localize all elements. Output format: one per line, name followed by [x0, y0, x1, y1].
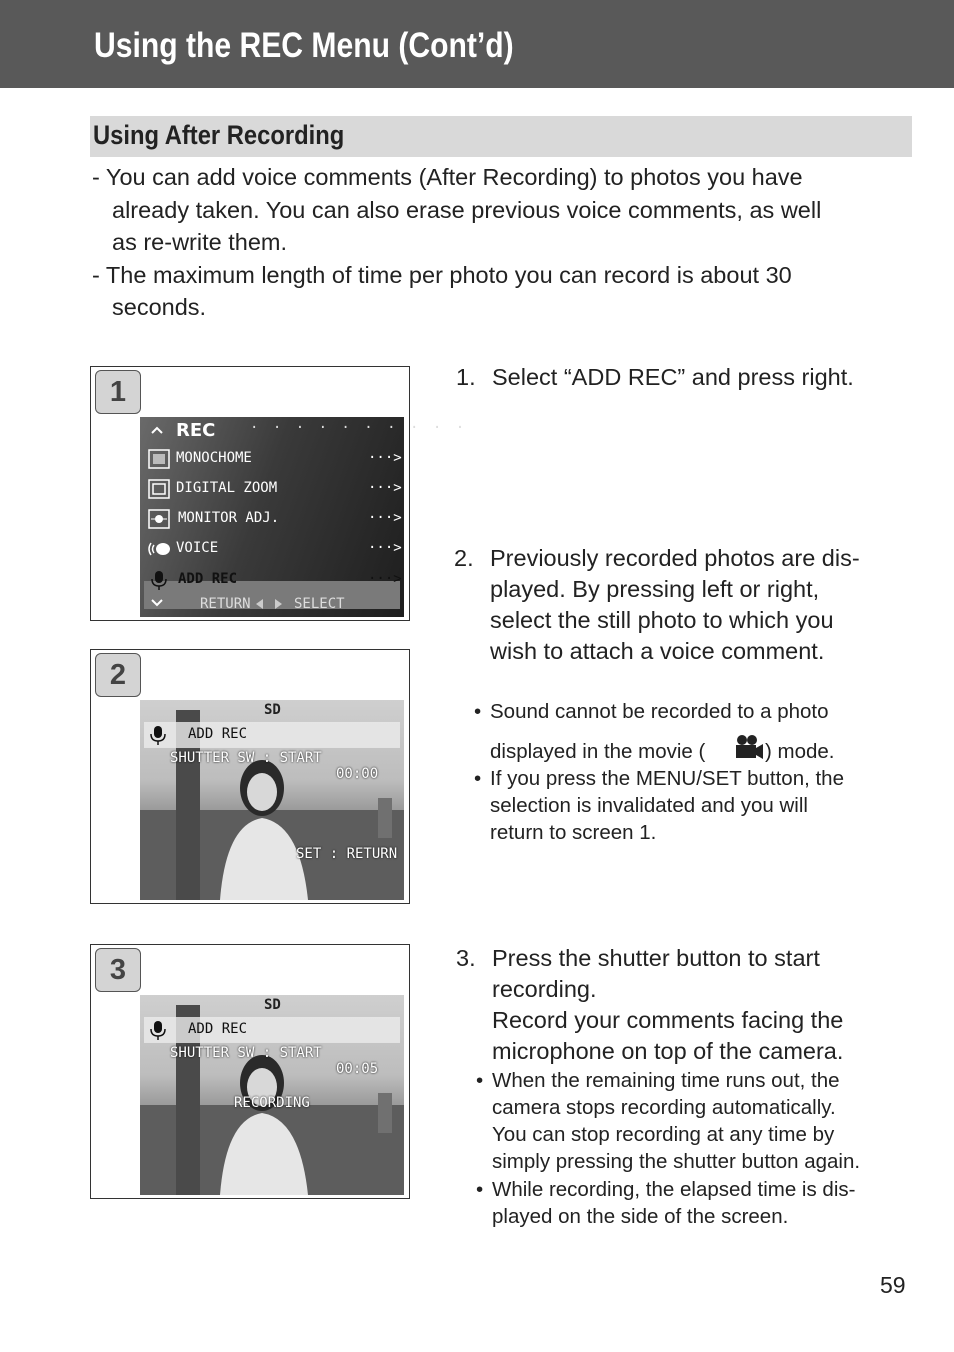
elapsed-time: 00:00	[336, 766, 379, 782]
step-text: Press the shutter button to start	[492, 945, 820, 971]
microphone-icon	[148, 569, 170, 591]
mode-bar	[144, 1017, 400, 1043]
step-text: microphone on top of the camera.	[492, 1038, 844, 1064]
step-text: Select “ADD REC” and press right.	[492, 364, 854, 390]
shutter-hint: SHUTTER SW : START	[170, 1045, 322, 1061]
section-heading-bar	[90, 116, 912, 157]
movie-camera-icon	[733, 734, 765, 762]
chevron-right-icon: ···>	[368, 480, 402, 496]
elapsed-time: 00:05	[336, 1061, 379, 1077]
menu-item-label: MONITOR ADJ.	[178, 510, 280, 526]
card-indicator: SD	[264, 997, 281, 1013]
mode-label: ADD REC	[188, 1021, 248, 1037]
step-text: Previously recorded photos are dis-	[490, 545, 860, 571]
footer-return-label: RETURN	[200, 596, 251, 612]
step-badge: 1	[95, 370, 141, 414]
page-number: 59	[880, 1272, 906, 1298]
card-indicator: SD	[264, 702, 281, 718]
section-title: Using After Recording	[93, 120, 345, 150]
chevron-up-icon	[150, 425, 164, 435]
lcd-menu-screen	[140, 417, 468, 617]
lcd-photo-screen	[140, 995, 404, 1195]
bullet: •	[474, 767, 482, 790]
step-text: played. By pressing left or right,	[490, 576, 820, 602]
step-text: recording.	[492, 976, 597, 1002]
menu-item-label: DIGITAL ZOOM	[176, 480, 278, 496]
screen-panel-2	[90, 649, 410, 904]
left-right-arrows-icon	[254, 597, 284, 611]
intro-item: - The maximum length of time per photo you can record is about 30 seconds.	[92, 261, 792, 320]
footer-select-label: SELECT	[294, 596, 345, 612]
shutter-hint: SHUTTER SW : START	[170, 750, 322, 766]
step-number: 1.	[456, 364, 476, 390]
step-badge: 2	[95, 653, 141, 697]
menu-item-monochome[interactable]	[146, 447, 400, 473]
step-number: 3.	[456, 945, 476, 971]
screen-panel-1	[90, 366, 468, 621]
step-badge: 3	[95, 948, 141, 992]
menu-item-monitor-adj[interactable]	[146, 507, 400, 533]
page-title: Using the REC Menu (Cont’d)	[94, 26, 514, 65]
monochrome-icon	[148, 449, 170, 469]
menu-item-digital-zoom[interactable]	[146, 477, 400, 503]
return-hint: SET : RETURN	[296, 846, 398, 862]
chevron-down-icon	[150, 598, 164, 608]
microphone-icon	[147, 724, 169, 746]
recording-status: RECORDING	[234, 1095, 310, 1111]
bullet: •	[474, 700, 482, 723]
menu-item-voice[interactable]	[146, 537, 400, 563]
bullet: •	[476, 1178, 484, 1201]
bullet: •	[476, 1069, 484, 1092]
voice-icon	[146, 539, 172, 559]
menu-item-add-rec[interactable]	[146, 568, 400, 594]
monitor-adjust-icon	[148, 509, 170, 529]
mode-label: ADD REC	[188, 726, 248, 742]
step-number: 2.	[454, 545, 474, 571]
menu-item-label: VOICE	[176, 540, 219, 556]
step-text: select the still photo to which you	[490, 607, 834, 633]
step-text: wish to attach a voice comment.	[490, 638, 825, 664]
page-header	[0, 0, 954, 88]
lcd-photo-screen	[140, 700, 404, 900]
menu-item-label: MONOCHOME	[176, 450, 252, 466]
menu-dots-decoration: · · · · · · · · · ·	[250, 420, 468, 436]
microphone-icon	[147, 1019, 169, 1041]
screen-panel-3	[90, 944, 410, 1199]
step-text: Record your comments facing the	[492, 1007, 844, 1033]
intro-text	[92, 161, 902, 324]
chevron-right-icon: ···>	[368, 450, 402, 466]
menu-item-label: ADD REC	[178, 571, 238, 587]
intro-item: - You can add voice comments (After Recording) to photos you have already taken. You can also erase previous voice comments, as well as re-write them.	[92, 164, 822, 255]
digital-zoom-icon	[148, 479, 170, 499]
menu-title: REC	[176, 420, 216, 441]
mode-bar	[144, 722, 400, 748]
chevron-right-icon: ···>	[368, 571, 402, 587]
chevron-right-icon: ···>	[368, 510, 402, 526]
chevron-right-icon: ···>	[368, 540, 402, 556]
